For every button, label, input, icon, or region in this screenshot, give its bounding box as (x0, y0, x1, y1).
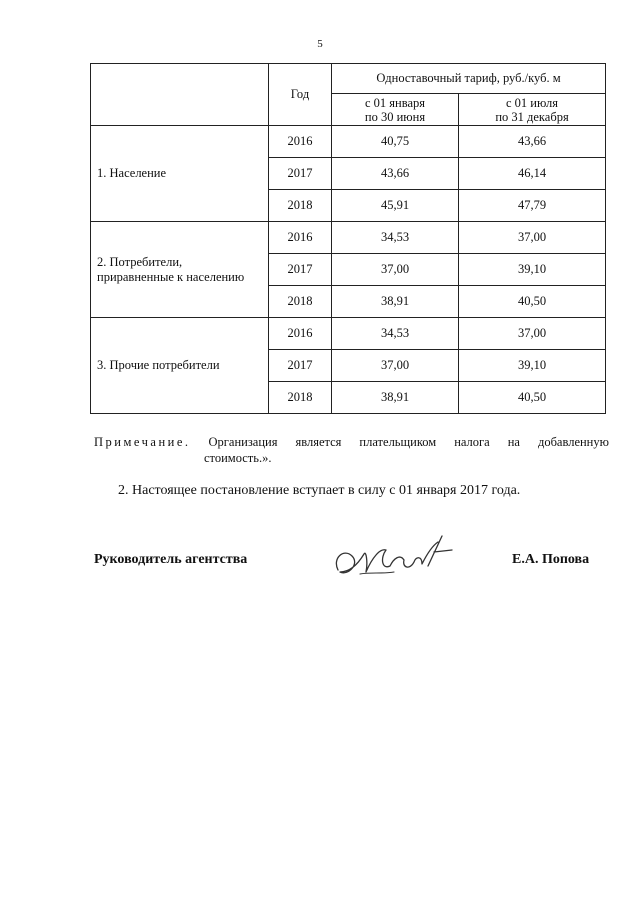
tariff-cell: 37,00 (332, 350, 459, 382)
year-cell: 2016 (269, 126, 332, 158)
year-cell: 2017 (269, 158, 332, 190)
note-word: налога (454, 435, 490, 449)
tariff-cell: 37,00 (332, 254, 459, 286)
tariff-cell: 38,91 (332, 382, 459, 414)
note-word: плательщиком (359, 435, 437, 449)
tariff-cell: 40,50 (459, 286, 606, 318)
effective-date-clause: 2. Настоящее постановление вступает в силу с 01 января 2017 года. (118, 483, 521, 498)
signatory-title: Руководитель агентства (94, 552, 248, 567)
tariff-cell: 45,91 (332, 190, 459, 222)
tariff-cell: 40,75 (332, 126, 459, 158)
period1-line2: по 30 июня (364, 109, 426, 124)
page-number: 5 (317, 38, 323, 50)
category-label: 1. Население (97, 166, 167, 180)
category-population (91, 126, 269, 222)
tariff-cell: 34,53 (332, 222, 459, 254)
table-row (91, 126, 606, 158)
tariff-table (90, 63, 606, 414)
table-row (91, 318, 606, 350)
period2-line1: с 01 июля (506, 95, 559, 110)
table-header-row (91, 64, 606, 94)
year-cell: 2016 (269, 318, 332, 350)
tariff-cell: 39,10 (459, 254, 606, 286)
year-cell: 2018 (269, 382, 332, 414)
year-cell: 2017 (269, 254, 332, 286)
tariff-cell: 37,00 (459, 318, 606, 350)
tariff-cell: 38,91 (332, 286, 459, 318)
year-cell: 2017 (269, 350, 332, 382)
year-cell: 2018 (269, 286, 332, 318)
note-label: Примечание. (94, 435, 191, 449)
tariff-cell: 37,00 (459, 222, 606, 254)
category-equivalent-consumers (91, 222, 269, 318)
tariff-cell: 43,66 (459, 126, 606, 158)
signatory-name: Е.А. Попова (512, 552, 590, 567)
header-period-first-half (332, 94, 459, 126)
table-row (91, 222, 606, 254)
tariff-cell: 43,66 (332, 158, 459, 190)
note-word: добавленную (537, 435, 609, 449)
category-label: 3. Прочие потребители (97, 358, 220, 372)
header-category-cell (91, 64, 269, 126)
year-cell: 2018 (269, 190, 332, 222)
note-word: на (507, 435, 520, 449)
period2-line2: по 31 декабря (495, 109, 569, 124)
header-period-second-half (459, 94, 606, 126)
tariff-cell: 39,10 (459, 350, 606, 382)
note-word: Организация (208, 435, 278, 449)
tariff-cell: 46,14 (459, 158, 606, 190)
table-note (94, 434, 609, 466)
year-cell: 2016 (269, 222, 332, 254)
note-first-line (94, 434, 609, 450)
category-other-consumers (91, 318, 269, 414)
header-tariff: Одноставочный тариф, руб./куб. м (332, 64, 606, 94)
handwritten-signature (330, 528, 460, 588)
category-label-continued: приравненные к населению (97, 269, 245, 284)
header-year: Год (269, 64, 332, 126)
note-second-line: стоимость.». (204, 451, 272, 465)
tariff-cell: 40,50 (459, 382, 606, 414)
period1-line1: с 01 января (364, 95, 426, 110)
tariff-cell: 34,53 (332, 318, 459, 350)
note-word: является (295, 435, 342, 449)
category-label: 2. Потребители, (97, 254, 183, 269)
tariff-cell: 47,79 (459, 190, 606, 222)
